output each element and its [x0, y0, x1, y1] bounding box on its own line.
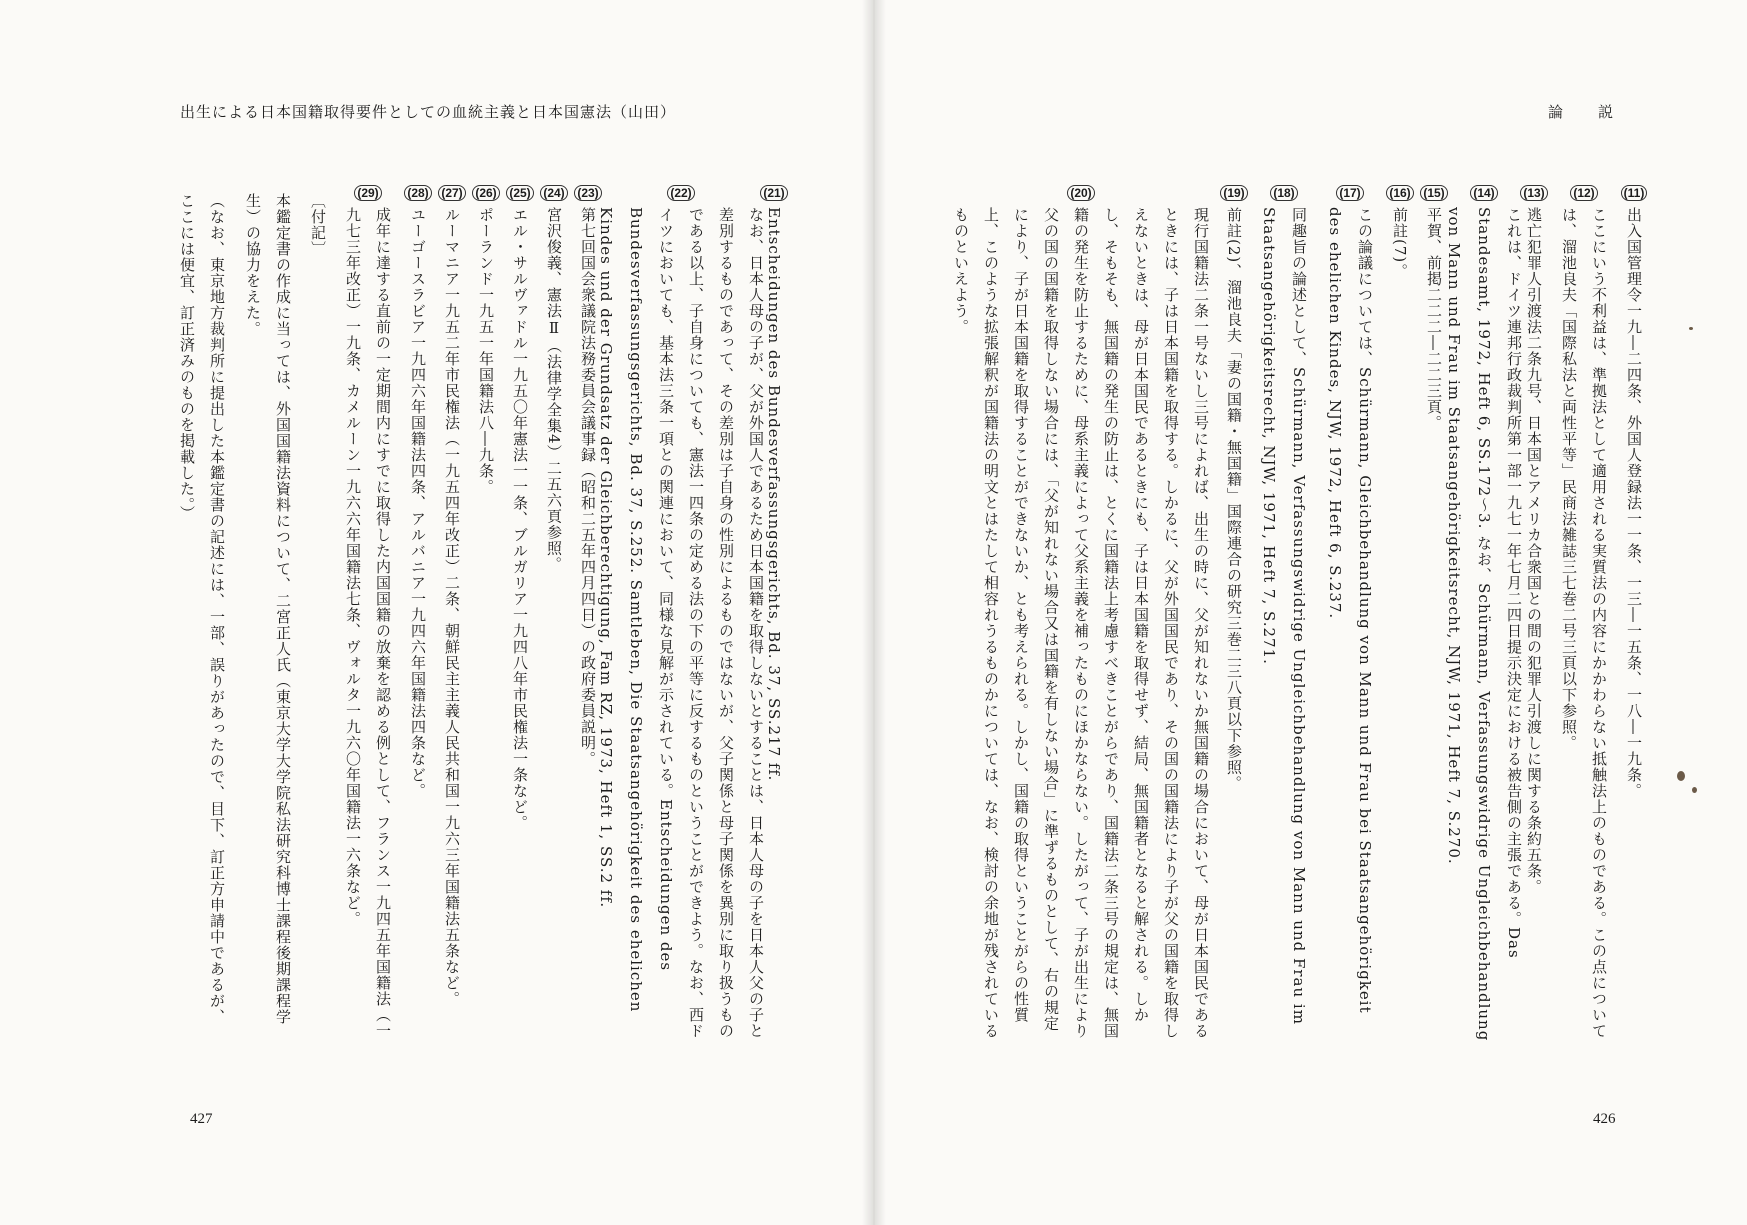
- note-text: 同趣旨の論述として、Schürmann, Verfassungswidrige Ungleichbehandlung von Mann und Frau im Staatsangehörigkeitsrecht, NJW, 1971, Heft 7, S.271.: [1260, 207, 1308, 1025]
- note-29: [336, 185, 400, 1047]
- note-21: [758, 185, 790, 781]
- note-14: [1445, 185, 1523, 1047]
- note-text: この論議については、Schürmann, Gleichbehandlung von Mann und Frau bei Staatsangehörigkeit des ehelichen Kindes, NJW, 1972, Heft 6, S.237.: [1326, 207, 1374, 1014]
- note-number: (16): [1386, 185, 1413, 201]
- book-gutter: [862, 0, 886, 1225]
- note-number: (29): [354, 185, 381, 201]
- note-number: (11): [1621, 185, 1648, 201]
- note-text: 第七回国会衆議院法務委員会議事録（昭和二五年四月四日）の政府委員説明。: [579, 207, 597, 767]
- ink-smudge: [1689, 327, 1693, 330]
- note-number: (13): [1520, 185, 1547, 201]
- note-text: 宮沢俊義、憲法Ⅱ（法律学全集4）二五六頁参照。: [545, 207, 563, 573]
- note-text: 現行国籍法二条一号ないし三号によれば、出生の時に、父が知れないか無国籍の場合において、母が日本国民であるときには、子は日本国籍を取得する。しかるに、父が外国国民であり、その国の国籍法により子が父の国籍を取得しえないときは、母が日本国民であるときにも、子は日本国籍を取得せず、結局、無国籍者となると解される。しかし、そもそも、無国籍の発生の防止は、とくに国籍法上考慮すべきことがらであり、国籍法二条三号の規定は、無国籍の発生を防止するために、母系主義によって父系主義を補ったものにほかならない。したがって、子が出生により父の国の国籍を取得しない場合には、「父が知れない場合又は国籍を有しない場合」に準ずるものとして、右の規定により、子が日本国籍を取得することができないか、とも考えられる。しかし、国籍の取得ということがらの性質上、このような拡張解釈が国籍法の明文とはたして相容れうるものかについては、なお、検討の余地が残されているものといえよう。: [952, 207, 1210, 1039]
- note-text: 前註(2)、溜池良夫「妻の国籍・無国籍」国際連合の研究三巻二三八頁以下参照。: [1225, 207, 1243, 792]
- appendix-heading-text: 〔付記〕: [309, 193, 327, 257]
- note-19: [1218, 185, 1250, 791]
- note-text: なお、日本人母の子が、父が外国人であるため日本国籍を取得しないとすることは、日本人母の子を日本人父の子と差別するものであって、その差別は子自身の性別によるものではないが、父子関係と母子関係を異別に取り扱うものである以上、子自身についても、憲法一四条の定める法の下の平等に反するものということができよう。なお、西ドイツにおいても、基本法三条一項との関連において、同様な見解が示されている。Entscheidungen des Bundesverfassungsgerichts, Bd. 37, S.252. Samtleben, Die Staatsangehörigkeit des ehelichen Kindes und der Grundsatz der Gleichberechtigung, Fam RZ, 1973, Heft 1, SS.2 ff.: [597, 207, 765, 1039]
- note-text: ユーゴースラビア一九四六年国籍法四条、アルバニア一九四六年国籍法四条など。: [409, 207, 427, 799]
- note-number: (27): [438, 185, 465, 201]
- note-11: [1618, 185, 1650, 799]
- note-number: (28): [404, 185, 431, 201]
- right-notes-column: [952, 185, 1650, 1085]
- note-text: エル・サルヴァドル一九五〇年憲法一一条、ブルガリア一九四八年市民権法一条など。: [511, 207, 529, 831]
- note-number: (25): [506, 185, 533, 201]
- note-text: ルーマニア一九五二年市民権法（一九五四年改正）二条、朝鮮民主主義人民共和国一九六三年国籍法五条など。: [443, 207, 461, 1007]
- note-text: 逃亡犯罪人引渡法二条九号、日本国とアメリカ合衆国との間の犯罪人引渡しに関する条約五条。: [1525, 207, 1543, 895]
- note-16: [1384, 185, 1416, 279]
- note-13: [1518, 185, 1550, 895]
- note-text: これは、ドイツ連邦行政裁判所第一部一九七一年七月二四日提示決定における被告側の主張である。Das Standesamt, 1972, Heft 6, SS.172～3. なお、Schürmann, Verfassungswidrige Ungleichbehandlung von Mann und Frau im Staatsangehörigkeitsrecht, NJW, 1971, Heft 7, S.270.: [1445, 207, 1523, 1042]
- note-26: [470, 185, 502, 495]
- note-number: (24): [540, 185, 567, 201]
- note-text: 平賀、前掲二二二―二二三頁。: [1425, 207, 1443, 431]
- note-number: (23): [574, 185, 601, 201]
- page-number-right: 426: [1593, 1111, 1616, 1127]
- appendix-heading: [302, 185, 334, 257]
- left-notes-column: [178, 185, 790, 1085]
- appendix-acknowledgement: [236, 185, 300, 1033]
- note-22: [597, 185, 765, 1047]
- note-number: [266, 185, 270, 187]
- running-header-left: 出生による日本国籍取得要件としての血統主義と日本国憲法（山田）: [180, 103, 677, 121]
- note-text: ポーランド一九五一年国籍法八―九条。: [477, 207, 495, 495]
- page-number-left: 427: [190, 1111, 213, 1127]
- note-text: 出入国管理令一九―二四条、外国人登録法一一条、一三―一五条、一八―一九条。: [1625, 207, 1643, 799]
- note-24: [538, 185, 570, 573]
- note-text: 成年に達する直前の一定期間内にすでに取得した内国国籍の放棄を認める例として、フランス一九四五年国籍法（一九七三年改正）一九条、カメルーン一九六六年国籍法七条、ヴォルタ一九六〇年国籍法一六条など。: [344, 207, 392, 1039]
- ink-smudge: [1677, 771, 1685, 781]
- note-text: ここにいう不利益は、準拠法として適用される実質法の内容にかかわらない抵触法上のものである。この点については、溜池良夫「国際私法と両性平等」民商法雑誌三七巻二号三頁以下参照。: [1560, 207, 1608, 1039]
- note-text: 前註(7)。: [1391, 207, 1409, 280]
- note-20: [946, 185, 1216, 1047]
- note-12: [1552, 185, 1616, 1047]
- note-18: [1252, 185, 1316, 1047]
- note-text: Entscheidungen des Bundesverfassungsgerichts, Bd. 37, SS.217 ff.: [765, 207, 783, 782]
- appendix-text: 本鑑定書の作成に当っては、外国国籍法資料について、二宮正人氏（東京大学大学院私法研究科博士課程後期課程学生）の協力をえた。: [244, 193, 292, 1025]
- note-number: (14): [1470, 185, 1497, 201]
- note-28: [402, 185, 434, 799]
- note-number: (17): [1336, 185, 1363, 201]
- appendix-text: （なお、東京地方裁判所に提出した本鑑定書の記述には、一部、誤りがあったので、目下、訂正方申請中であるが、ここには便宜、訂正済みのものを掲載した。）: [178, 193, 226, 1025]
- note-number: (26): [472, 185, 499, 201]
- note-number: (15): [1420, 185, 1447, 201]
- note-number: (21): [760, 185, 787, 201]
- ink-smudge: [1692, 787, 1697, 793]
- appendix-remark: [170, 185, 234, 1033]
- running-header-right: 論 説: [1548, 103, 1624, 121]
- note-number: (22): [667, 185, 694, 201]
- note-25: [504, 185, 536, 831]
- note-number: (18): [1270, 185, 1297, 201]
- note-number: (20): [1067, 185, 1094, 201]
- note-number: [200, 185, 204, 187]
- note-27: [436, 185, 468, 1007]
- note-17: [1318, 185, 1382, 1047]
- note-number: [316, 185, 320, 187]
- note-number: (19): [1220, 185, 1247, 201]
- note-number: (12): [1570, 185, 1597, 201]
